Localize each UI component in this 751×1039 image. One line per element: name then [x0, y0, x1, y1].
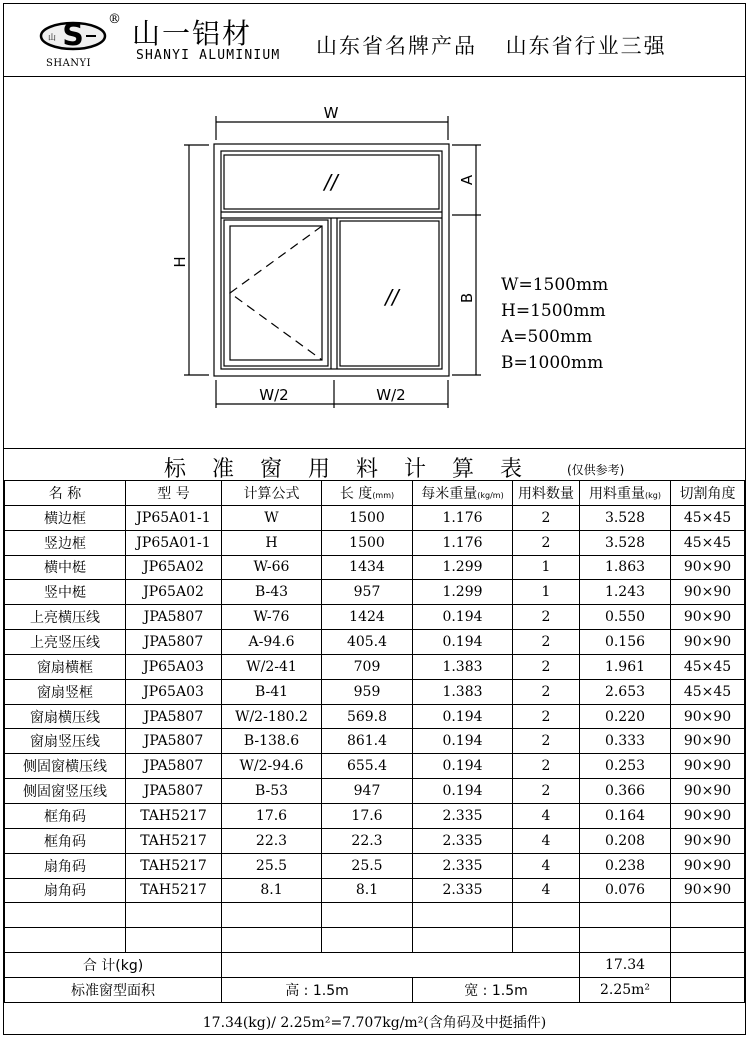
cell-model: JPA5807 — [126, 754, 222, 779]
logo-subtext: SHANYI — [46, 58, 92, 69]
cell-name: 窗扇横框 — [5, 654, 126, 679]
cell-formula: B-41 — [222, 679, 322, 704]
cell-length: 655.4 — [322, 754, 413, 779]
cell-weight: 1.961 — [580, 654, 671, 679]
dim-h: H=1500mm — [501, 301, 606, 321]
blank-row — [5, 928, 745, 953]
cell-formula: W/2-94.6 — [222, 754, 322, 779]
cell-formula: 8.1 — [222, 878, 322, 903]
cell-unit-weight: 1.383 — [413, 654, 513, 679]
material-table — [4, 480, 745, 1003]
area-height: 高 : 1.5m — [222, 977, 413, 1002]
blank-cell — [513, 928, 580, 953]
cell-name: 竖中梃 — [5, 580, 126, 605]
table-row — [5, 828, 745, 853]
cell-qty: 2 — [513, 505, 580, 530]
window-diagram — [4, 76, 744, 448]
table-title-note: (仅供参考) — [567, 463, 625, 477]
cell-weight: 0.164 — [580, 803, 671, 828]
cell-angle: 90×90 — [671, 605, 745, 630]
cell-qty: 2 — [513, 704, 580, 729]
cell-formula: W-76 — [222, 605, 322, 630]
dim-a: A=500mm — [501, 327, 593, 347]
blank-cell — [413, 928, 513, 953]
table-row — [5, 555, 745, 580]
cell-formula: H — [222, 530, 322, 555]
cell-length: 405.4 — [322, 630, 413, 655]
cell-angle: 90×90 — [671, 729, 745, 754]
cell-qty: 2 — [513, 654, 580, 679]
cell-weight: 3.528 — [580, 530, 671, 555]
header-unit-weight-unit: (kg/m) — [477, 490, 504, 500]
cell-formula: B-53 — [222, 779, 322, 804]
cell-qty: 2 — [513, 679, 580, 704]
cell-unit-weight: 0.194 — [413, 779, 513, 804]
cell-angle: 45×45 — [671, 654, 745, 679]
label-h: H — [171, 256, 189, 268]
cell-angle: 45×45 — [671, 530, 745, 555]
cell-unit-weight: 1.383 — [413, 679, 513, 704]
cell-weight: 0.253 — [580, 754, 671, 779]
cell-model: JPA5807 — [126, 729, 222, 754]
cell-unit-weight: 2.335 — [413, 828, 513, 853]
cell-angle: 90×90 — [671, 630, 745, 655]
cell-unit-weight: 1.299 — [413, 555, 513, 580]
blank-row — [5, 903, 745, 928]
registered-mark: ® — [108, 12, 121, 27]
cell-unit-weight: 2.335 — [413, 878, 513, 903]
header-length — [322, 481, 413, 506]
cell-angle: 90×90 — [671, 853, 745, 878]
cell-name: 竖边框 — [5, 530, 126, 555]
blank-cell — [580, 903, 671, 928]
table-row — [5, 729, 745, 754]
cell-formula: W — [222, 505, 322, 530]
cell-model: JPA5807 — [126, 779, 222, 804]
cell-unit-weight: 1.176 — [413, 530, 513, 555]
cell-model: JPA5807 — [126, 630, 222, 655]
cell-name: 窗扇竖框 — [5, 679, 126, 704]
cell-qty: 2 — [513, 530, 580, 555]
cell-length: 709 — [322, 654, 413, 679]
table-header-row — [5, 481, 745, 506]
cell-formula: B-43 — [222, 580, 322, 605]
cell-length: 1434 — [322, 555, 413, 580]
cell-weight: 0.333 — [580, 729, 671, 754]
cell-name: 窗扇竖压线 — [5, 729, 126, 754]
cell-angle: 90×90 — [671, 580, 745, 605]
blank-cell — [322, 903, 413, 928]
cell-model: JPA5807 — [126, 704, 222, 729]
cell-unit-weight: 0.194 — [413, 605, 513, 630]
total-row — [5, 953, 745, 978]
cell-angle: 90×90 — [671, 754, 745, 779]
cell-qty: 1 — [513, 580, 580, 605]
logo-letter: S — [62, 18, 84, 53]
cell-length: 25.5 — [322, 853, 413, 878]
total-spacer — [222, 953, 580, 978]
cell-formula: 22.3 — [222, 828, 322, 853]
cell-weight: 3.528 — [580, 505, 671, 530]
cell-weight: 1.863 — [580, 555, 671, 580]
cell-qty: 2 — [513, 630, 580, 655]
table-row — [5, 679, 745, 704]
label-b: B — [458, 292, 476, 304]
cell-model: JP65A03 — [126, 654, 222, 679]
cell-formula: W-66 — [222, 555, 322, 580]
cell-weight: 0.238 — [580, 853, 671, 878]
cell-length: 959 — [322, 679, 413, 704]
cell-name: 框角码 — [5, 828, 126, 853]
cell-angle: 90×90 — [671, 828, 745, 853]
cell-weight: 1.243 — [580, 580, 671, 605]
material-sheet — [3, 3, 746, 1035]
cell-unit-weight: 0.194 — [413, 729, 513, 754]
cell-formula: 25.5 — [222, 853, 322, 878]
cell-length: 1500 — [322, 505, 413, 530]
cell-angle: 90×90 — [671, 803, 745, 828]
header-angle: 切割角度 — [671, 481, 745, 506]
dim-b: B=1000mm — [501, 353, 604, 373]
blank-cell — [126, 903, 222, 928]
cell-qty: 2 — [513, 729, 580, 754]
cell-model: JP65A03 — [126, 679, 222, 704]
cell-length: 17.6 — [322, 803, 413, 828]
blank-cell — [126, 928, 222, 953]
blank-cell — [671, 928, 745, 953]
blank-cell — [222, 928, 322, 953]
cell-unit-weight: 0.194 — [413, 754, 513, 779]
dimension-list — [501, 272, 608, 376]
cell-model: JP65A02 — [126, 555, 222, 580]
blank-cell — [5, 928, 126, 953]
table-row — [5, 803, 745, 828]
window-drawing — [4, 76, 745, 448]
cell-model: JP65A02 — [126, 580, 222, 605]
cell-unit-weight: 1.176 — [413, 505, 513, 530]
cell-length: 569.8 — [322, 704, 413, 729]
table-row — [5, 580, 745, 605]
table-row — [5, 779, 745, 804]
cell-formula: W/2-180.2 — [222, 704, 322, 729]
cell-qty: 4 — [513, 803, 580, 828]
cell-angle: 90×90 — [671, 555, 745, 580]
cell-model: JP65A01-1 — [126, 530, 222, 555]
cell-weight: 0.208 — [580, 828, 671, 853]
header-name: 名 称 — [5, 481, 126, 506]
cell-angle: 90×90 — [671, 878, 745, 903]
cell-weight: 2.653 — [580, 679, 671, 704]
cell-angle: 90×90 — [671, 779, 745, 804]
cell-qty: 4 — [513, 853, 580, 878]
total-label: 合 计(kg) — [5, 953, 222, 978]
glass-mark-top: // — [324, 170, 338, 194]
blank-cell — [322, 928, 413, 953]
cell-qty: 2 — [513, 754, 580, 779]
cell-model: TAH5217 — [126, 828, 222, 853]
label-half-left: W/2 — [259, 386, 289, 404]
table-row — [5, 853, 745, 878]
cell-formula: B-138.6 — [222, 729, 322, 754]
label-half-right: W/2 — [376, 386, 406, 404]
cell-model: JPA5807 — [126, 605, 222, 630]
cell-angle: 90×90 — [671, 704, 745, 729]
header-qty: 用料数量 — [513, 481, 580, 506]
header — [4, 4, 745, 77]
area-row — [5, 977, 745, 1002]
area-value: 2.25m² — [580, 977, 671, 1002]
cell-formula: 17.6 — [222, 803, 322, 828]
table-row — [5, 505, 745, 530]
cell-unit-weight: 2.335 — [413, 803, 513, 828]
dim-w: W=1500mm — [501, 275, 609, 295]
table-row — [5, 530, 745, 555]
header-model: 型 号 — [126, 481, 222, 506]
cell-length: 1424 — [322, 605, 413, 630]
brand-name-cn: 山一铝材 — [132, 17, 253, 50]
cell-name: 侧固窗竖压线 — [5, 779, 126, 804]
area-width: 宽 : 1.5m — [413, 977, 580, 1002]
cell-weight: 0.220 — [580, 704, 671, 729]
header-formula: 计算公式 — [222, 481, 322, 506]
table-row — [5, 704, 745, 729]
glass-mark-right: // — [385, 285, 399, 309]
table-row — [5, 654, 745, 679]
slogan: 山东省名牌产品 山东省行业三强 — [316, 34, 667, 58]
header-unit-weight — [413, 481, 513, 506]
cell-qty: 2 — [513, 779, 580, 804]
cell-angle: 45×45 — [671, 679, 745, 704]
total-value: 17.34 — [580, 953, 671, 978]
blank-cell — [222, 903, 322, 928]
table-row — [5, 754, 745, 779]
blank-cell — [671, 903, 745, 928]
cell-length: 947 — [322, 779, 413, 804]
header-weight-unit: (kg) — [645, 490, 661, 500]
cell-weight: 0.366 — [580, 779, 671, 804]
cell-unit-weight: 2.335 — [413, 853, 513, 878]
cell-name: 上亮竖压线 — [5, 630, 126, 655]
logo-small-char: 山 — [48, 33, 56, 42]
cell-weight: 0.076 — [580, 878, 671, 903]
blank-cell — [580, 928, 671, 953]
header-weight-text: 用料重量 — [589, 485, 646, 502]
cell-unit-weight: 0.194 — [413, 630, 513, 655]
cell-angle: 45×45 — [671, 505, 745, 530]
cell-length: 8.1 — [322, 878, 413, 903]
cell-length: 1500 — [322, 530, 413, 555]
area-empty — [671, 977, 745, 1002]
table-title: 标准窗用料计算表 — [164, 457, 549, 482]
cell-name: 扇角码 — [5, 878, 126, 903]
cell-weight: 0.156 — [580, 630, 671, 655]
cell-model: TAH5217 — [126, 803, 222, 828]
brand-name-en: SHANYI ALUMINIUM — [136, 48, 281, 63]
cell-model: JP65A01-1 — [126, 505, 222, 530]
company-logo-icon — [38, 12, 108, 64]
label-w: W — [323, 104, 339, 122]
cell-formula: A-94.6 — [222, 630, 322, 655]
cell-qty: 4 — [513, 878, 580, 903]
table-row — [5, 878, 745, 903]
cell-model: TAH5217 — [126, 878, 222, 903]
cell-qty: 1 — [513, 555, 580, 580]
blank-cell — [513, 903, 580, 928]
cell-model: TAH5217 — [126, 853, 222, 878]
cell-name: 扇角码 — [5, 853, 126, 878]
blank-cell — [413, 903, 513, 928]
cell-length: 957 — [322, 580, 413, 605]
area-label: 标准窗型面积 — [5, 977, 222, 1002]
footer-note: 17.34(kg)/ 2.25m²=7.707kg/m²(含角码及中挺插件) — [202, 1015, 547, 1031]
header-unit-weight-text: 每米重量 — [421, 485, 478, 502]
blank-cell — [5, 903, 126, 928]
cell-name: 侧固窗横压线 — [5, 754, 126, 779]
table-row — [5, 630, 745, 655]
cell-name: 框角码 — [5, 803, 126, 828]
cell-formula: W/2-41 — [222, 654, 322, 679]
header-length-unit: (mm) — [372, 490, 395, 500]
cell-name: 窗扇横压线 — [5, 704, 126, 729]
cell-name: 上亮横压线 — [5, 605, 126, 630]
total-empty — [671, 953, 745, 978]
label-a: A — [458, 174, 476, 186]
table-title-bar — [4, 448, 745, 480]
cell-length: 22.3 — [322, 828, 413, 853]
table-row — [5, 605, 745, 630]
header-weight — [580, 481, 671, 506]
cell-unit-weight: 1.299 — [413, 580, 513, 605]
cell-name: 横中梃 — [5, 555, 126, 580]
cell-unit-weight: 0.194 — [413, 704, 513, 729]
cell-length: 861.4 — [322, 729, 413, 754]
header-length-text: 长 度 — [339, 485, 373, 502]
cell-qty: 2 — [513, 605, 580, 630]
cell-name: 横边框 — [5, 505, 126, 530]
cell-weight: 0.550 — [580, 605, 671, 630]
cell-qty: 4 — [513, 828, 580, 853]
